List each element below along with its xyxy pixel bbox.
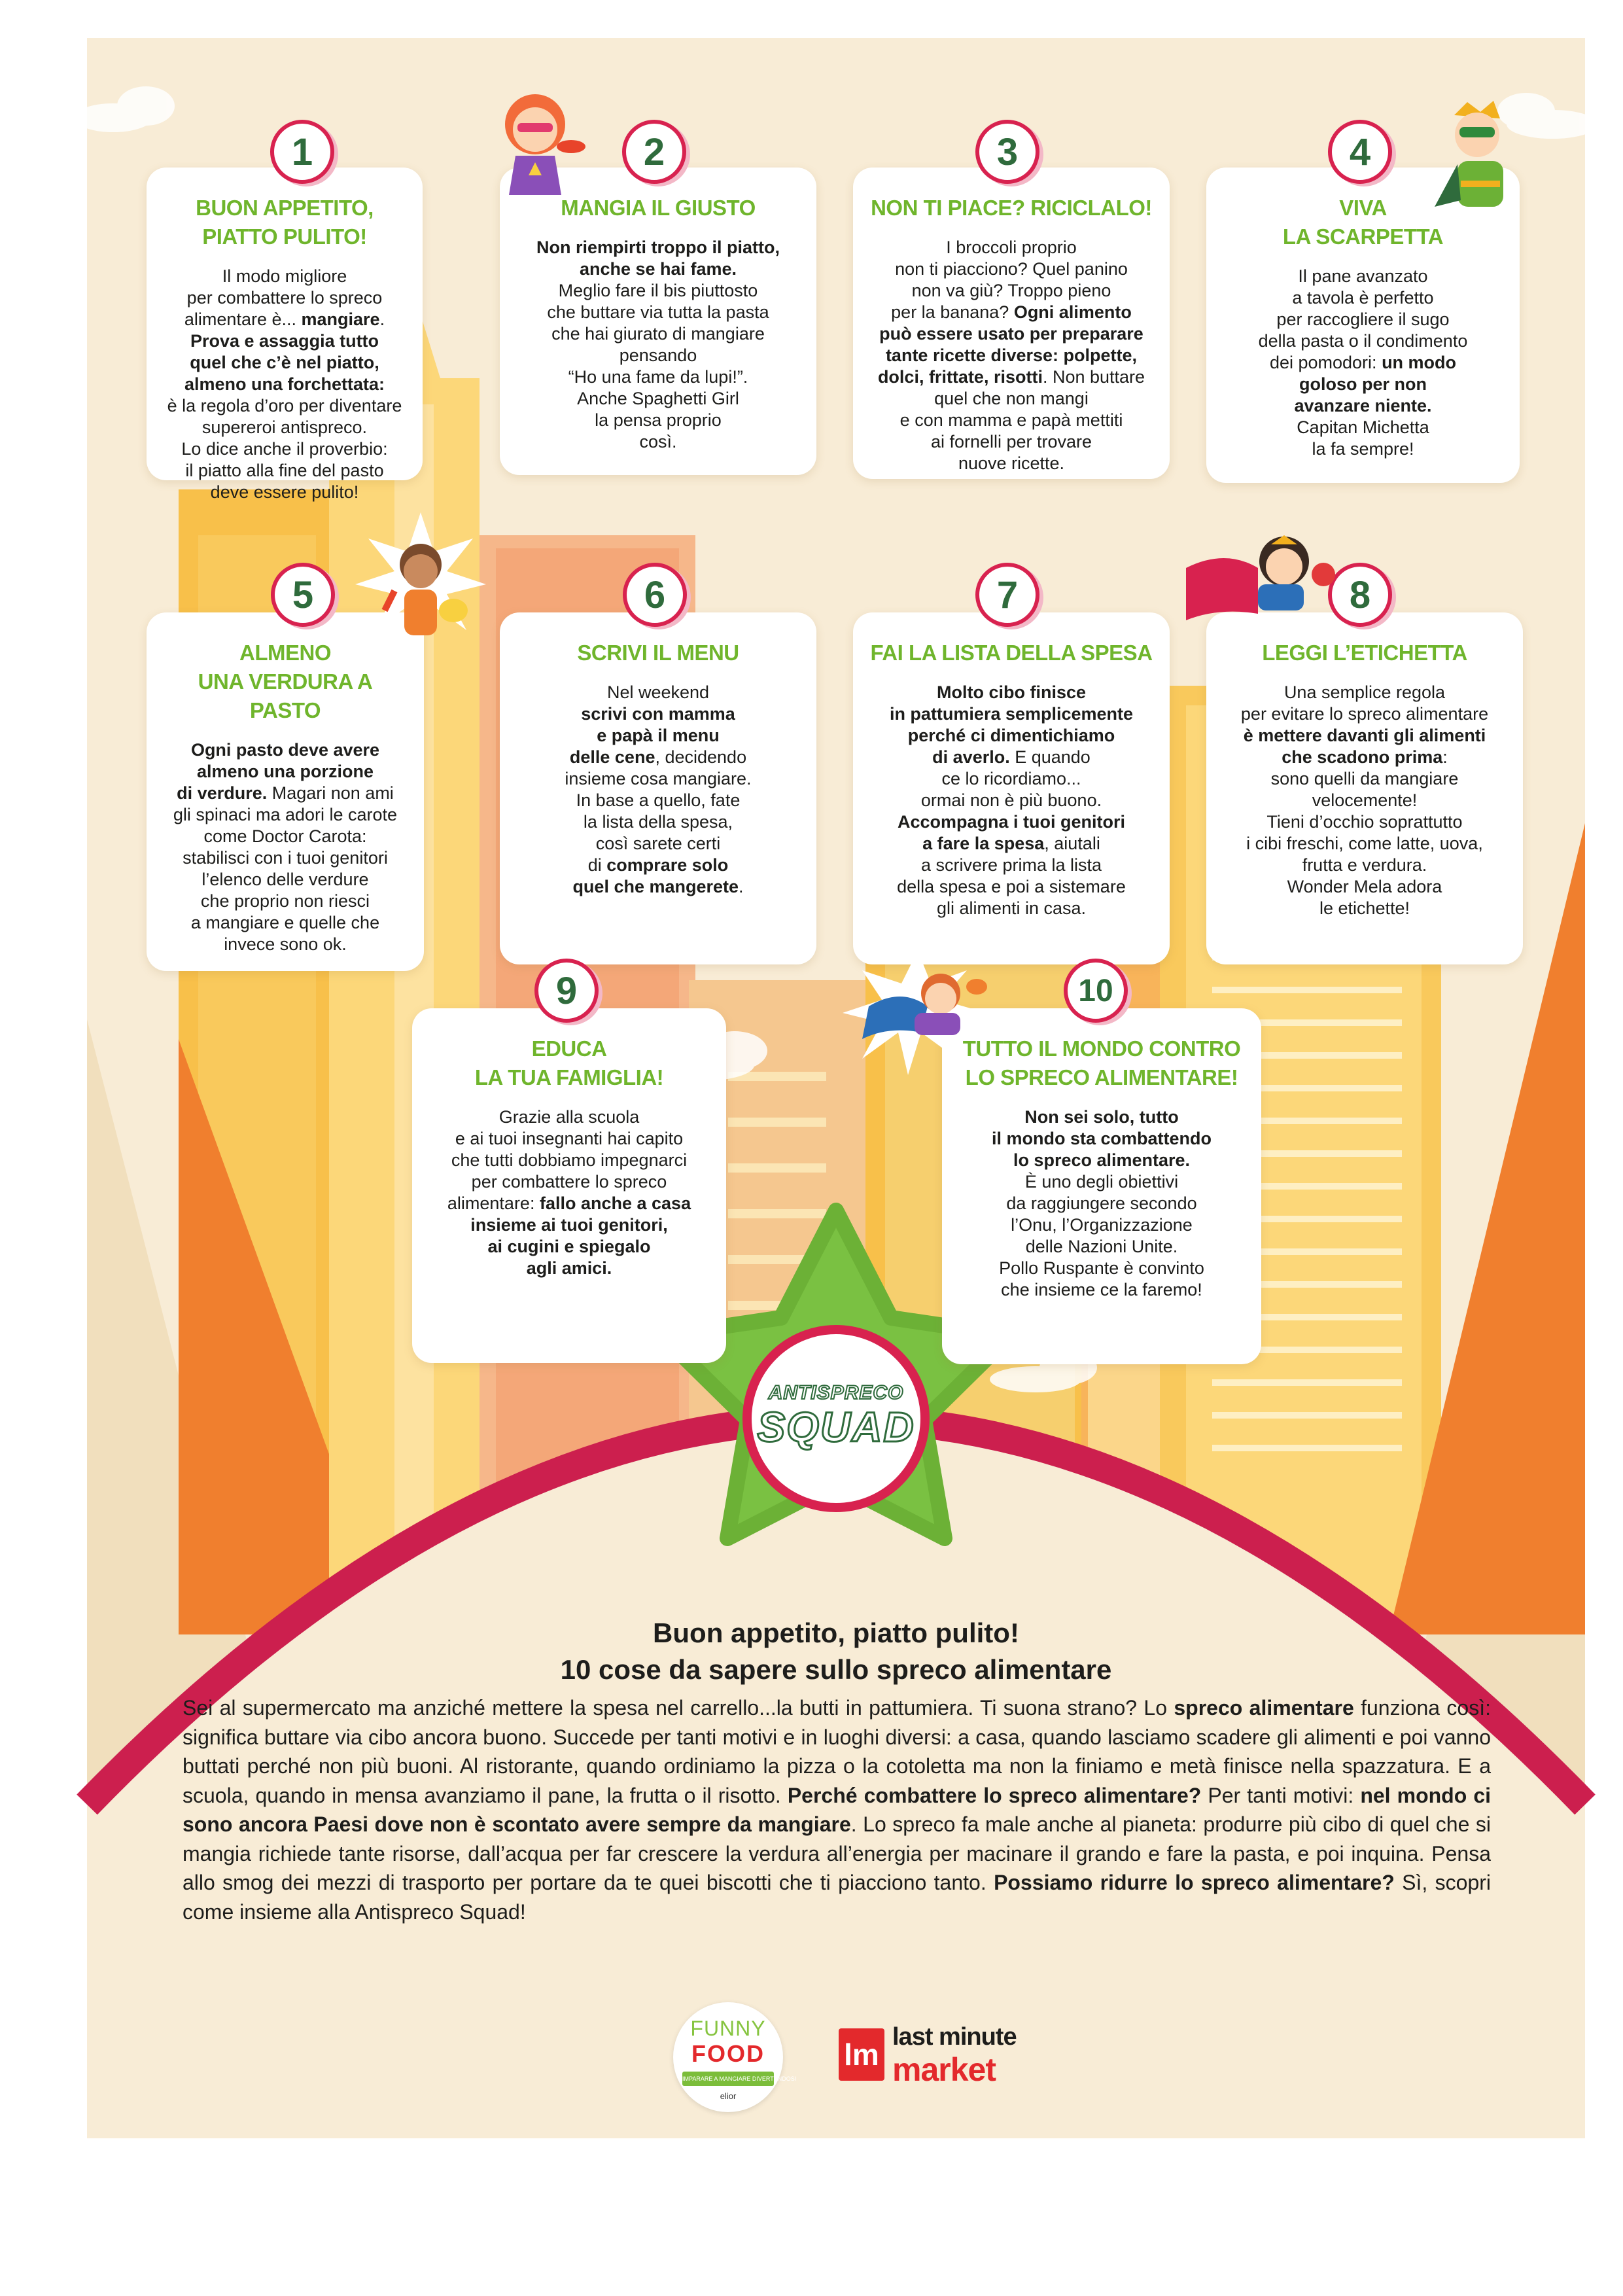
tip-body-4 (1221, 266, 1505, 460)
text-run: Lo dice anche il proverbio: (181, 439, 388, 459)
tip-card-3 (853, 168, 1170, 479)
intro-paragraph (183, 1693, 1491, 1926)
text-run: tante ricette diverse: polpette, (885, 345, 1138, 365)
text-run: la fa sempre! (1312, 439, 1414, 459)
tip-line (956, 1171, 1247, 1193)
text-run: di (587, 855, 607, 875)
text-run: goloso per non (1299, 374, 1427, 394)
text-run: è la regola d’oro per diventare (167, 396, 402, 415)
text-run: Pollo Ruspante è convinto (999, 1258, 1204, 1278)
tip-line (867, 453, 1155, 474)
intro-run: nel mondo ci sono ancora Paesi dove non è scontato avere sempre da mangiare (183, 1783, 1492, 1836)
badge-line2: SQUAD (757, 1404, 915, 1451)
tip-body-3 (867, 237, 1155, 474)
tip-line (427, 1106, 712, 1128)
tip-number-5: 5 (271, 563, 335, 627)
tip-line (956, 1128, 1247, 1150)
tip-line (956, 1150, 1247, 1171)
tip-line (1221, 266, 1505, 287)
tip-line (867, 366, 1155, 388)
tip-line (514, 323, 802, 345)
text-run: Una semplice regola (1283, 682, 1446, 702)
text-run: insieme cosa mangiare. (565, 769, 752, 788)
tip-line (161, 438, 408, 460)
tip-line (867, 725, 1155, 747)
tip-line (161, 847, 410, 869)
text-run: mangiare (301, 309, 380, 329)
intro-run: Possiamo ridurre lo spreco alimentare? (994, 1871, 1395, 1894)
text-run: a scrivere prima la lista (920, 855, 1102, 875)
tip-line (867, 703, 1155, 725)
tip-card-1 (147, 168, 423, 502)
text-run: quel che non mangi (934, 389, 1089, 408)
text-run: il piatto alla fine del pasto (185, 461, 384, 480)
text-run: almeno una porzione (196, 762, 374, 781)
tip-line (1221, 725, 1509, 747)
text-run: Il pane avanzato (1298, 266, 1428, 286)
text-run: non ti piacciono? Quel panino (895, 259, 1128, 279)
text-run: quel che c’è nel piatto, (190, 353, 379, 372)
tip-line (956, 1279, 1247, 1301)
tip-line (161, 287, 408, 309)
tip-line (1221, 330, 1505, 352)
intro-run: Per tanti motivi: (1201, 1783, 1361, 1807)
superhero-carrot-icon (355, 512, 486, 663)
text-run: alimentare è... (184, 309, 302, 329)
tip-line (867, 790, 1155, 811)
tip-body-5 (161, 739, 410, 955)
text-run: di averlo. (932, 747, 1010, 767)
text-run: Non sei solo, tutto (1024, 1107, 1179, 1127)
text-run: a fare la spesa (922, 834, 1045, 853)
text-run: che hai giurato di mangiare (551, 324, 765, 344)
text-run: fallo anche a casa (539, 1193, 691, 1213)
funny-food-logo (673, 2002, 797, 2112)
tip-card-7 (853, 612, 1170, 964)
text-run: l’Onu, l’Organizzazione (1011, 1215, 1193, 1235)
superhero-girl-icon (480, 84, 591, 202)
tip-line (956, 1214, 1247, 1236)
text-run: Grazie alla scuola (498, 1107, 640, 1127)
text-run: dei pomodori: (1269, 353, 1382, 372)
tip-line (514, 876, 802, 898)
tip-line (867, 410, 1155, 431)
tip-line (1221, 790, 1509, 811)
text-run: gli spinaci ma adori le carote (173, 805, 398, 824)
tip-body-8 (1221, 682, 1509, 919)
text-run: Prova e assaggia tutto (190, 331, 379, 351)
text-run: , aiutali (1044, 834, 1100, 853)
text-run: Tieni d’occhio soprattutto (1266, 812, 1463, 832)
funny-food-tagline: IMPARARE A MANGIARE DIVERTENDOSI (682, 2072, 774, 2086)
text-run: che tutti dobbiamo impegnarci (451, 1150, 688, 1170)
tip-line (514, 811, 802, 833)
text-run: supereroi antispreco. (201, 417, 368, 437)
antispreco-squad-logo (747, 1382, 925, 1450)
tip-line (514, 768, 802, 790)
intro-title-line2: 10 cose da sapere sullo spreco alimentare (560, 1654, 1112, 1685)
tip-title-4: VIVA LA SCARPETTA (1282, 196, 1444, 249)
tip-number-9: 9 (534, 959, 599, 1023)
text-run: per combattere lo spreco (471, 1172, 667, 1192)
intro-run: Perché combattere lo spreco alimentare? (787, 1783, 1202, 1807)
tip-line (514, 703, 802, 725)
text-run: può essere usato per preparare (879, 324, 1143, 344)
tip-title-5: ALMENO UNA VERDURA A PASTO (198, 641, 373, 722)
text-run: la lista della spesa, (583, 812, 733, 832)
text-run: E quando (1009, 747, 1091, 767)
text-run: “Ho una fame da lupi!”. (568, 367, 748, 387)
tip-card-9 (412, 1008, 726, 1363)
tip-line (161, 374, 408, 395)
tip-line (427, 1236, 712, 1258)
text-run: e ai tuoi insegnanti hai capito (455, 1129, 684, 1148)
text-run: un modo (1382, 353, 1457, 372)
text-run: alimentare: (447, 1193, 540, 1213)
tip-body-6 (514, 682, 802, 898)
text-run: invece sono ok. (224, 934, 347, 954)
text-run: non va giù? Troppo pieno (911, 281, 1111, 300)
text-run: della spesa e poi a sistemare (897, 877, 1126, 896)
text-run: in pattumiera semplicemente (889, 704, 1134, 724)
text-run: per raccogliere il sugo (1276, 309, 1450, 329)
text-run: per combattere lo spreco (186, 288, 383, 308)
tip-line (867, 258, 1155, 280)
text-run: per evitare lo spreco alimentare (1240, 704, 1489, 724)
tip-line (1221, 855, 1509, 876)
tip-title-1: BUON APPETITO, PIATTO PULITO! (196, 196, 374, 249)
tip-body-2 (514, 237, 802, 453)
text-run: anche se hai fame. (579, 259, 737, 279)
intro-run: funziona così: significa buttare via cibo ancora buono. Succede per tanti motivi e in luoghi diversi: a casa, quando lasciamo scadere gli alimenti e poi vanno buttati perché non più buoni. Al ristorante, quando ordiniamo la pizza o la cotoletta ma non la finiamo e metà finisce nella spazzatura. E a scuola, quando in mensa avanziamo il pane, la frutta o il risotto. (183, 1696, 1492, 1807)
text-run: scrivi con mamma (581, 704, 735, 724)
text-run: Molto cibo finisce (936, 682, 1086, 702)
tip-line (161, 482, 408, 503)
text-run: la pensa proprio (595, 410, 722, 430)
tip-line (161, 352, 408, 374)
tip-line (956, 1258, 1247, 1279)
text-run: come Doctor Carota: (203, 826, 367, 846)
tip-line (867, 302, 1155, 323)
text-run: ormai non è più buono. (920, 790, 1102, 810)
tip-line (161, 309, 408, 330)
tip-line (956, 1106, 1247, 1128)
tip-line (161, 739, 410, 761)
funny-food-line2: FOOD (691, 2040, 765, 2067)
tip-card-6 (500, 612, 816, 964)
text-run: e papà il menu (597, 726, 720, 745)
tip-line (427, 1128, 712, 1150)
tip-line (956, 1193, 1247, 1214)
tip-line (1221, 876, 1509, 898)
tip-line (867, 388, 1155, 410)
tip-body-10 (956, 1106, 1247, 1301)
tip-title-6: SCRIVI IL MENU (577, 641, 739, 665)
tip-line (161, 266, 408, 287)
text-run: Nel weekend (606, 682, 710, 702)
text-run: In base a quello, fate (576, 790, 741, 810)
intro-run: spreco alimentare (1174, 1696, 1354, 1720)
text-run: che insieme ce la faremo! (1001, 1280, 1202, 1299)
tip-line (161, 869, 410, 891)
text-run: Il modo migliore (222, 266, 347, 286)
text-run: delle cene (569, 747, 655, 767)
tip-line (1221, 417, 1505, 438)
tip-line (427, 1193, 712, 1214)
funny-food-line1: FUNNY (690, 2017, 766, 2040)
text-run: a tavola è perfetto (1292, 288, 1434, 308)
intro-title (87, 1615, 1585, 1688)
poster (87, 38, 1585, 2138)
tip-line (956, 1236, 1247, 1258)
tip-line (1221, 682, 1509, 703)
text-run: stabilisci con i tuoi genitori (183, 848, 388, 868)
tip-line (514, 280, 802, 302)
text-run: : (1442, 747, 1448, 767)
text-run: pensando (619, 345, 697, 365)
tip-title-7: FAI LA LISTA DELLA SPESA (870, 641, 1153, 665)
tip-line (427, 1258, 712, 1279)
text-run: avanzare niente. (1294, 396, 1432, 415)
tip-line (867, 855, 1155, 876)
text-run: nuove ricette. (958, 453, 1065, 473)
text-run: ai fornelli per trovare (930, 432, 1092, 451)
text-run: Anche Spaghetti Girl (577, 389, 739, 408)
tip-title-9: EDUCA LA TUA FAMIGLIA! (474, 1036, 664, 1089)
tip-title-2: MANGIA IL GIUSTO (561, 196, 756, 220)
text-run: che buttare via tutta la pasta (547, 302, 769, 322)
badge-line1: ANTISPRECO (768, 1382, 904, 1404)
text-run: per la banana? (891, 302, 1014, 322)
tip-line (161, 761, 410, 783)
text-run: . (739, 877, 744, 896)
text-run: sono quelli da mangiare (1270, 769, 1459, 788)
tip-line (1221, 287, 1505, 309)
text-run: così sarete certi (595, 834, 721, 853)
tip-line (1221, 833, 1509, 855)
tip-line (1221, 374, 1505, 395)
tip-number-3: 3 (975, 120, 1039, 184)
intro-run: . Lo spreco fa male anche al pianeta: produrre più cibo di quel che si mangia richiede tante risorse, dall’acqua per far crescere la verdura all’energia per macinare il grando e fare la pasta, e poi inquina. Pensa allo smog dei mezzi di trasporto per portare da te quei biscotti che ti piacciono tanto. (183, 1812, 1492, 1894)
text-run: comprare solo (606, 855, 729, 875)
tip-line (1221, 811, 1509, 833)
text-run: Non riempirti troppo il piatto, (536, 238, 780, 257)
lm-mark-icon: lm (839, 2028, 884, 2081)
tip-line (867, 682, 1155, 703)
text-run: ce lo ricordiamo... (941, 769, 1081, 788)
superhero-apple-girl-icon (1173, 529, 1343, 627)
tip-line (161, 330, 408, 352)
text-run: , decidendo (655, 747, 747, 767)
tip-line (514, 431, 802, 453)
superhero-flying-boy-icon (843, 947, 993, 1078)
tip-line (1221, 352, 1505, 374)
text-run: È uno degli obiettivi (1024, 1172, 1179, 1192)
intro-title-line1: Buon appetito, piatto pulito! (653, 1617, 1019, 1648)
text-run: almeno una forchettata: (184, 374, 385, 394)
tip-body-1 (161, 266, 408, 503)
tip-title-8: LEGGI L’ETICHETTA (1262, 641, 1467, 665)
tip-line (514, 725, 802, 747)
tip-line (867, 876, 1155, 898)
tip-line (427, 1171, 712, 1193)
tip-line (514, 833, 802, 855)
text-run: quel che mangerete (572, 877, 739, 896)
tip-line (1221, 438, 1505, 460)
tip-line (867, 280, 1155, 302)
superhero-boy-icon (1422, 96, 1533, 226)
tip-card-2 (500, 168, 816, 475)
text-run: della pasta o il condimento (1258, 331, 1468, 351)
text-run: ai cugini e spiegalo (487, 1237, 651, 1256)
tip-line (1221, 898, 1509, 919)
tip-line (161, 395, 408, 417)
tip-line (427, 1214, 712, 1236)
tip-number-10: 10 (1064, 959, 1128, 1023)
tip-card-8 (1206, 612, 1523, 964)
tip-line (161, 826, 410, 847)
text-run: gli alimenti in casa. (936, 898, 1087, 918)
text-run: I broccoli proprio (946, 238, 1077, 257)
tip-line (1221, 395, 1505, 417)
tip-line (514, 790, 802, 811)
tip-line (867, 898, 1155, 919)
tip-number-8: 8 (1328, 563, 1392, 627)
text-run: Meglio fare il bis piuttosto (558, 281, 758, 300)
text-run: che scadono prima (1282, 747, 1443, 767)
text-run: frutta e verdura. (1302, 855, 1427, 875)
tip-line (161, 417, 408, 438)
text-run: le etichette! (1319, 898, 1410, 918)
text-run: Wonder Mela adora (1287, 877, 1442, 896)
text-run: agli amici. (526, 1258, 612, 1278)
tip-line (867, 237, 1155, 258)
text-run: Ogni pasto deve avere (190, 740, 380, 760)
text-run: così. (639, 432, 677, 451)
intro-run: Sì, scopri come insieme alla Antispreco Squad! (183, 1871, 1492, 1924)
text-run: lo spreco alimentare. (1013, 1150, 1191, 1170)
tip-line (514, 410, 802, 431)
tip-number-1: 1 (270, 120, 334, 184)
tip-body-9 (427, 1106, 712, 1279)
tip-line (514, 258, 802, 280)
tip-line (161, 783, 410, 804)
tip-line (161, 460, 408, 482)
tip-line (867, 345, 1155, 366)
lm-line1: last minute (892, 2023, 1017, 2051)
tip-line (1221, 309, 1505, 330)
tip-body-7 (867, 682, 1155, 919)
tip-number-2: 2 (622, 120, 686, 184)
text-run: da raggiungere secondo (1006, 1193, 1197, 1213)
tip-line (161, 912, 410, 934)
tip-line (514, 682, 802, 703)
text-run: velocemente! (1312, 790, 1418, 810)
text-run: . (379, 309, 385, 329)
tip-line (867, 431, 1155, 453)
text-run: i cibi freschi, come latte, uova, (1246, 834, 1483, 853)
elior-brand: elior (720, 2091, 737, 2101)
text-run: Accompagna i tuoi genitori (897, 812, 1126, 832)
tip-number-6: 6 (623, 563, 687, 627)
tip-line (1221, 703, 1509, 725)
tip-line (867, 323, 1155, 345)
tip-line (867, 747, 1155, 768)
tip-line (514, 366, 802, 388)
text-run: Magari non ami (267, 783, 394, 803)
tip-line (514, 855, 802, 876)
text-run: e con mamma e papà mettiti (899, 410, 1123, 430)
text-run: Ogni alimento (1013, 302, 1132, 322)
tip-line (514, 747, 802, 768)
tip-line (1221, 747, 1509, 768)
tip-line (867, 811, 1155, 833)
text-run: deve essere pulito! (210, 482, 359, 502)
tip-card-5 (147, 612, 424, 971)
text-run: che proprio non riesci (200, 891, 370, 911)
lm-line2: market (892, 2051, 996, 2088)
tip-number-7: 7 (975, 563, 1039, 627)
text-run: insieme ai tuoi genitori, (470, 1215, 668, 1235)
tip-line (867, 768, 1155, 790)
tip-line (514, 388, 802, 410)
intro-run: Sei al supermercato ma anziché mettere la spesa nel carrello...la butti in pattumiera. Ti suona strano? Lo (183, 1696, 1174, 1720)
text-run: perché ci dimentichiamo (907, 726, 1115, 745)
text-run: a mangiare e quelle che (190, 913, 380, 932)
text-run: il mondo sta combattendo (991, 1129, 1212, 1148)
tip-number-4: 4 (1328, 120, 1392, 184)
tip-line (427, 1150, 712, 1171)
text-run: delle Nazioni Unite. (1025, 1237, 1178, 1256)
text-run: l’elenco delle verdure (201, 870, 369, 889)
tip-line (514, 237, 802, 258)
tip-line (161, 891, 410, 912)
text-run: Capitan Michetta (1297, 417, 1429, 437)
tip-line (514, 302, 802, 323)
tip-line (161, 804, 410, 826)
tip-title-3: NON TI PIACE? RICICLALO! (871, 196, 1152, 220)
text-run: di verdure. (177, 783, 268, 803)
tip-title-10: TUTTO IL MONDO CONTRO LO SPRECO ALIMENTARE! (962, 1036, 1241, 1089)
tip-line (514, 345, 802, 366)
tip-line (867, 833, 1155, 855)
text-run: dolci, frittate, risotti (877, 367, 1043, 387)
text-run: è mettere davanti gli alimenti (1243, 726, 1486, 745)
tip-line (161, 934, 410, 955)
text-run: . Non buttare (1042, 367, 1145, 387)
last-minute-market-logo (839, 2021, 1048, 2086)
tip-line (1221, 768, 1509, 790)
